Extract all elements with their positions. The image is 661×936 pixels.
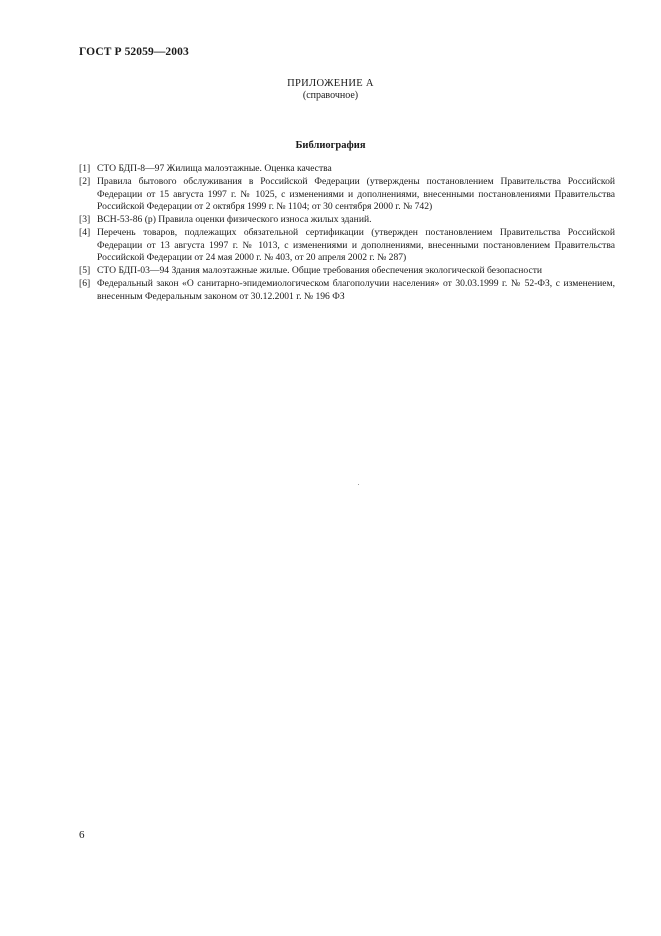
bibliography-entry-text: ВСН-53-86 (р) Правила оценки физического износа жилых зданий. [97,214,372,225]
bibliography-entry-number: [2] [79,176,91,187]
bibliography-entry-text: СТО БДП-03—94 Здания малоэтажные жилые. Общие требования обеспечения экологической безопасности [97,265,543,276]
bibliography-entry-text: Правила бытового обслуживания в Российской Федерации (утверждены постановлением Правительства Российской Федерации от 15 августа 1997 г. № 1025, с изменениями и дополнениями, внесенными постановлениями Правительства Российской Федерации от 2 октября 1999 г. № 1104; от 30 сентября 2000 г. № 742) [97,176,615,212]
bibliography-entry-4 [79,227,615,265]
appendix-title: ПРИЛОЖЕНИЕ А [287,78,374,89]
bibliography-list [79,163,615,304]
bibliography-entry-1 [79,163,615,176]
bibliography-entry-text: СТО БДП-8—97 Жилища малоэтажные. Оценка качества [97,163,332,174]
bibliography-entry-number: [3] [79,214,91,225]
page-header-standard-id: ГОСТ Р 52059—2003 [79,46,189,58]
bibliography-entry-6 [79,278,615,303]
bibliography-entry-number: [4] [79,227,91,238]
bibliography-entry-number: [1] [79,163,91,174]
bibliography-entry-3 [79,214,615,227]
bibliography-heading: Библиография [295,140,366,151]
scan-speck [358,484,359,485]
appendix-heading [0,78,661,102]
bibliography-entry-5 [79,265,615,278]
bibliography-entry-2 [79,176,615,214]
bibliography-entry-text: Перечень товаров, подлежащих обязательной сертификации (утвержден постановлением Правительства Российской Федерации от 13 августа 1997 г. № 1013, с изменениями и дополнениями, внесенными постановлением Правительства Российской Федерации от 24 мая 2000 г. № 403, от 20 апреля 2002 г. № 287) [97,227,615,263]
page-number: 6 [79,829,85,841]
bibliography-entry-number: [5] [79,265,91,276]
bibliography-entry-text: Федеральный закон «О санитарно-эпидемиологическом благополучии населения» от 30.03.1999 г. № 52-ФЗ, с изменением, внесенным Федеральным законом от 30.12.2001 г. № 196 ФЗ [97,278,615,302]
bibliography-entry-number: [6] [79,278,91,289]
appendix-subtitle: (справочное) [302,90,359,101]
